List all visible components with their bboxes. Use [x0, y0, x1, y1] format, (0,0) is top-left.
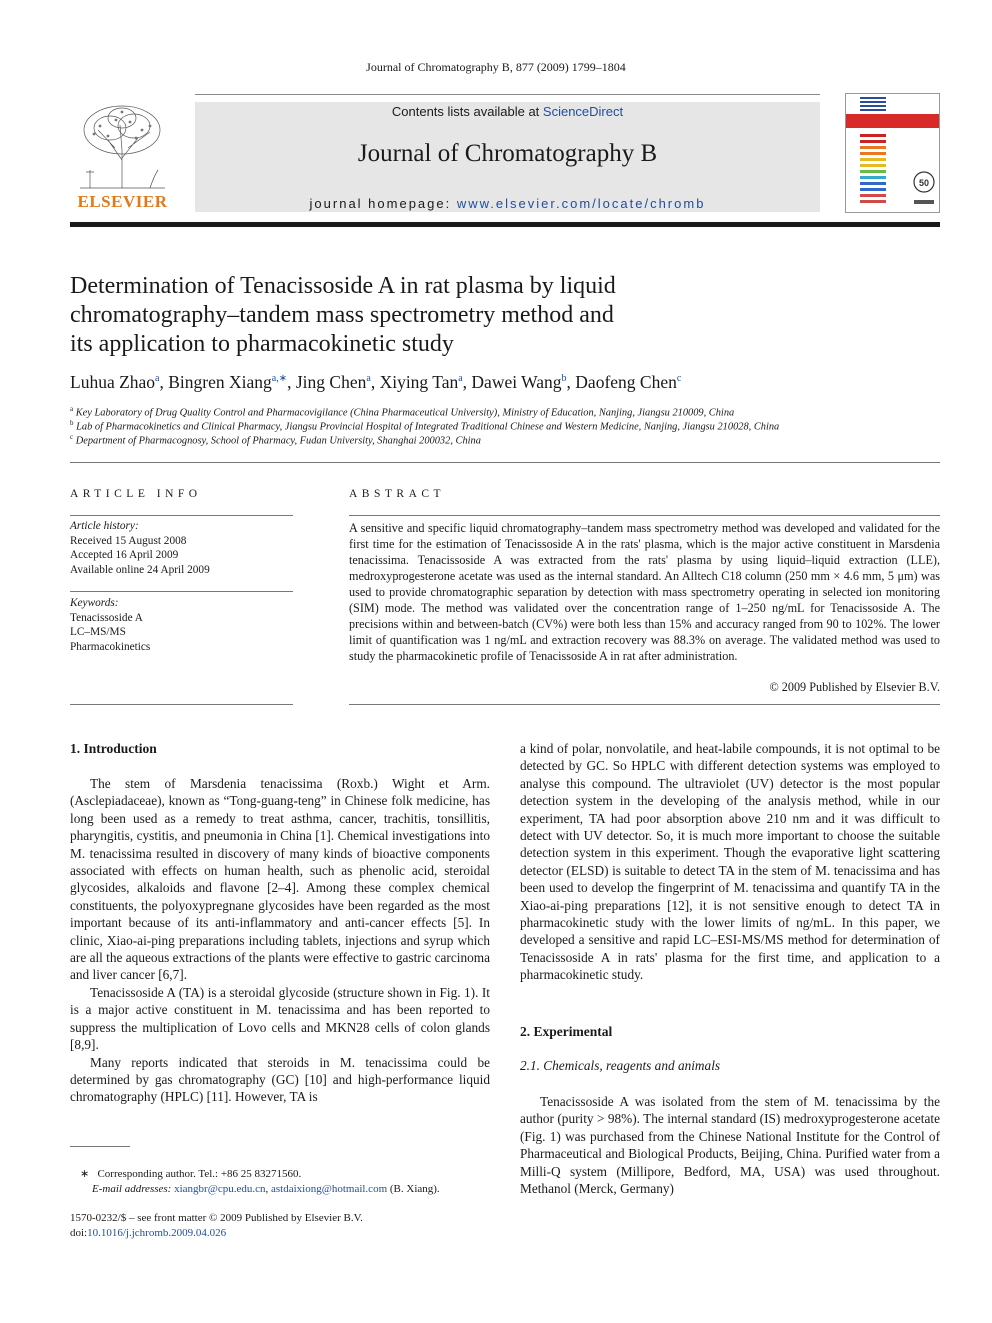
divider: [70, 515, 293, 516]
author-name[interactable]: Dawei Wang: [471, 372, 562, 392]
keyword: LC–MS/MS: [70, 626, 126, 638]
journal-title: Journal of Chromatography B: [357, 140, 658, 167]
author-list: Luhua Zhao$^a$, Bingren Xiang$^{a,∗}$, Jing Chen$^a$, Xiying Tan$^a$, Dawei Wang$^b$, Daofeng Chen$^c$: [70, 372, 682, 392]
left-column: [70, 775, 490, 1106]
affiliation-text: Department of Pharmacognosy, School of Pharmacy, Fudan University, Shanghai 200032, China: [75, 435, 481, 447]
corresponding-author-text: Corresponding author. Tel.: +86 25 83271560.: [97, 1168, 302, 1180]
title-line: its application to pharmacokinetic study: [70, 331, 454, 357]
email-label: E-mail addresses:: [92, 1182, 172, 1195]
copyright: © 2009 Published by Elsevier B.V.: [769, 680, 940, 694]
paragraph: The stem of Marsdenia tenacissima (Roxb.) Wight et Arm. (Asclepiadaceae), known as “Tong-guang-teng” in Chinese folk medicine, has long been used as a remedy to treat asthma, cancer, trachitis, tonsillitis, pharyngitis, cystitis, and pneumonia in China [1]. Chemical investigations into M. tenacissima resulted in discovery of many kinds of bioactive components associated with effects on human health, such as phenolic acid, steroidal glycosides, alkaloids and flavone [2–4]. Among these complex chemical constituents, the polyoxypregnane glycosides have been regarded as the most important because of its anti-inflammatory and anti-cancer effects [5]. In clinic, Xiao-ai-ping preparations including tablets, injections and syrup which are all the aqueous extractions of the plants were effective to gastric carcinoma and liver cancer [6,7].: [70, 776, 490, 983]
masthead-top-rule: [195, 94, 820, 95]
right-column: [520, 740, 940, 984]
author-affiliation-mark: b: [561, 373, 567, 385]
online-date: Available online 24 April 2009: [70, 563, 210, 576]
svg-text:50: 50: [918, 178, 930, 188]
contents-prefix: Contents lists available at: [391, 104, 543, 119]
journal-cover-thumbnail: [845, 93, 940, 213]
article-history: [70, 519, 293, 577]
issn-line: 1570-0232/$ – see front matter © 2009 Published by Elsevier B.V.: [70, 1212, 363, 1224]
affiliation: [70, 419, 940, 432]
author-name[interactable]: Xiying Tan: [379, 372, 459, 392]
footnotes: [80, 1167, 500, 1196]
author-name[interactable]: Daofeng Chen: [575, 372, 677, 392]
affiliation: [70, 405, 940, 418]
keyword: Pharmacokinetics: [70, 640, 151, 653]
keywords: [70, 596, 293, 654]
email-link[interactable]: astdaixiong@hotmail.com: [270, 1182, 388, 1195]
paragraph: a kind of polar, nonvolatile, and heat-labile compounds, it is not optimal to be detected by GC. So HPLC with different detection systems was employed to analyse this compound. The ultraviolet (UV) detector is the most popular detection system in the developing of the analysis method, while in our experiment, TA had poor absorption above 210 nm and it was difficult to detect with UV detector. So, it is much more important to choose the suitable detection system in this experiment. Though the evaporative light scattering detector (ELSD) is suitable to detect TA in the stem of M. tenacissima and has been used to develop the fingerprint of M. tenacissima and quantify TA in the Xiao-ai-ping preparations [12], it is not sensitive enough to detect TA in pharmacokinetic study with the lower limits of ng/mL. In this paper, we developed a sensitive and rapid LC–ESI-MS/MS method for determination of Tenacissoside A in rats' plasma for the first time, and application to a pharmacokinetic study.: [520, 741, 940, 983]
paragraph: Tenacissoside A was isolated from the stem of M. tenacissima by the author (purity > 98%). The internal standard (IS) medroxyprogesterone acetate (Fig. 1) was purchased from the Chinese National Institute for the Control of Pharmaceutical and Biological Products, Beijing, China. Purified water from a Milli-Q system (Millipore, Bedford, MA, USA) was used throughout. Methanol (Merck, Germany): [520, 1094, 940, 1197]
email-link[interactable]: xiangbr@cpu.edu.cn: [174, 1182, 266, 1195]
affiliation-mark: a: [70, 405, 74, 413]
homepage-prefix: journal homepage:: [309, 196, 457, 211]
keywords-label: Keywords:: [70, 597, 119, 609]
subsection-heading: 2.1. Chemicals, reagents and animals: [520, 1058, 721, 1073]
author-affiliation-mark: a: [155, 373, 160, 385]
abstract-heading: ABSTRACT: [349, 488, 446, 500]
paragraph: Many reports indicated that steroids in M. tenacissima could be determined by gas chromatography (GC) [10] and high-performance liquid chromatography (HPLC) [11]. However, TA is: [70, 1054, 490, 1105]
email-note: E-mail addresses: xiangbr@cpu.edu.cn, astdaixiong@hotmail.com (B. Xiang).: [92, 1182, 440, 1195]
author-name[interactable]: Jing Chen: [295, 372, 367, 392]
author-affiliation-mark: c: [676, 373, 682, 385]
divider: [349, 515, 940, 516]
article-title: [70, 272, 770, 359]
doi-link[interactable]: 10.1016/j.jchromb.2009.04.026: [87, 1226, 227, 1239]
title-line: chromatography–tandem mass spectrometry method and: [70, 302, 614, 328]
email-suffix: (B. Xiang).: [387, 1182, 440, 1195]
introduction-heading: 1. Introduction: [70, 741, 157, 756]
title-line: Determination of Tenacissoside A in rat plasma by liquid: [70, 273, 616, 299]
doi-line: [70, 1226, 570, 1241]
author-affiliation-mark: a: [458, 373, 463, 385]
corresponding-author-note: [80, 1167, 500, 1182]
masthead-bottom-rule: [70, 222, 940, 227]
affiliation-text: Key Laboratory of Drug Quality Control and Pharmacovigilance (China Pharmaceutical University), Ministry of Education, Nanjing, Jiangsu 210009, China: [75, 407, 735, 419]
divider: [70, 462, 940, 463]
homepage-link[interactable]: www.elsevier.com/locate/chromb: [456, 196, 706, 211]
asterisk-mark: ∗: [80, 1168, 90, 1180]
experimental-heading: 2. Experimental: [520, 1024, 613, 1039]
divider: [70, 591, 293, 592]
author-affiliation-mark: a: [366, 373, 371, 385]
running-head: Journal of Chromatography B, 877 (2009) 1799–1804: [366, 60, 626, 74]
affiliation-mark: c: [70, 433, 74, 441]
doi-label: doi:: [70, 1226, 88, 1239]
elsevier-wordmark: ELSEVIER: [77, 192, 168, 211]
author-affiliation-mark: a,∗: [271, 373, 288, 385]
journal-homepage: [195, 196, 820, 211]
divider: [349, 704, 940, 705]
affiliation-mark: b: [70, 419, 74, 427]
accepted-date: Accepted 16 April 2009: [70, 549, 179, 561]
contents-line: [195, 104, 820, 119]
footnote-rule: [70, 1146, 130, 1147]
article-info-heading: ARTICLE INFO: [70, 488, 202, 500]
sciencedirect-link[interactable]: ScienceDirect: [542, 104, 624, 119]
keyword: Tenacissoside A: [70, 611, 143, 624]
author-name[interactable]: Luhua Zhao: [70, 372, 156, 392]
front-matter: [70, 1211, 570, 1240]
history-label: Article history:: [70, 520, 139, 532]
right-column-lower: [520, 1093, 940, 1197]
divider: [70, 704, 293, 705]
affiliation-text: Lab of Pharmacokinetics and Clinical Pharmacy, Jiangsu Provincial Hospital of Integrated Traditional Chinese and Western Medicine, Nanjing, Jiangsu 210028, China: [76, 421, 780, 433]
received-date: Received 15 August 2008: [70, 534, 187, 547]
paragraph: Tenacissoside A (TA) is a steroidal glycoside (structure shown in Fig. 1). It is a major active constituent in M. tenacissima and has been reported to suppress the multiplication of Lovo cells and MKN28 cells of colon glands [8,9].: [70, 984, 490, 1053]
abstract-text: A sensitive and specific liquid chromatography–tandem mass spectrometry method was developed and validated for the first time for the estimation of Tenacissoside A in the rats' plasma, which is the major active constituent in Marsdenia tenacissima. Tenacissoside A was extracted from the rats' plasma by using liquid–liquid extraction (LLE), medroxyprogesterone acetate was used as the internal standard. An Alltech C18 column (250 mm × 4.6 mm, 5 μm) was used to provide chromatographic separation by detection with mass spectrometry operating in selected ion monitoring (SIM) mode. The method was validated over the concentration range of 1–250 ng/mL for Tenacissoside A. The precisions within and between-batch (CV%) were both less than 15% and accuracy ranged from 90 to 102%. The lower limit of quantification was 1 ng/mL and extraction recovery was 88.3% on average. The validated method was used to study the pharmacokinetic profile of Tenacissoside A in rat after administration.: [349, 521, 940, 663]
author-name[interactable]: Bingren Xiang: [168, 372, 272, 392]
affiliation: [70, 433, 940, 446]
